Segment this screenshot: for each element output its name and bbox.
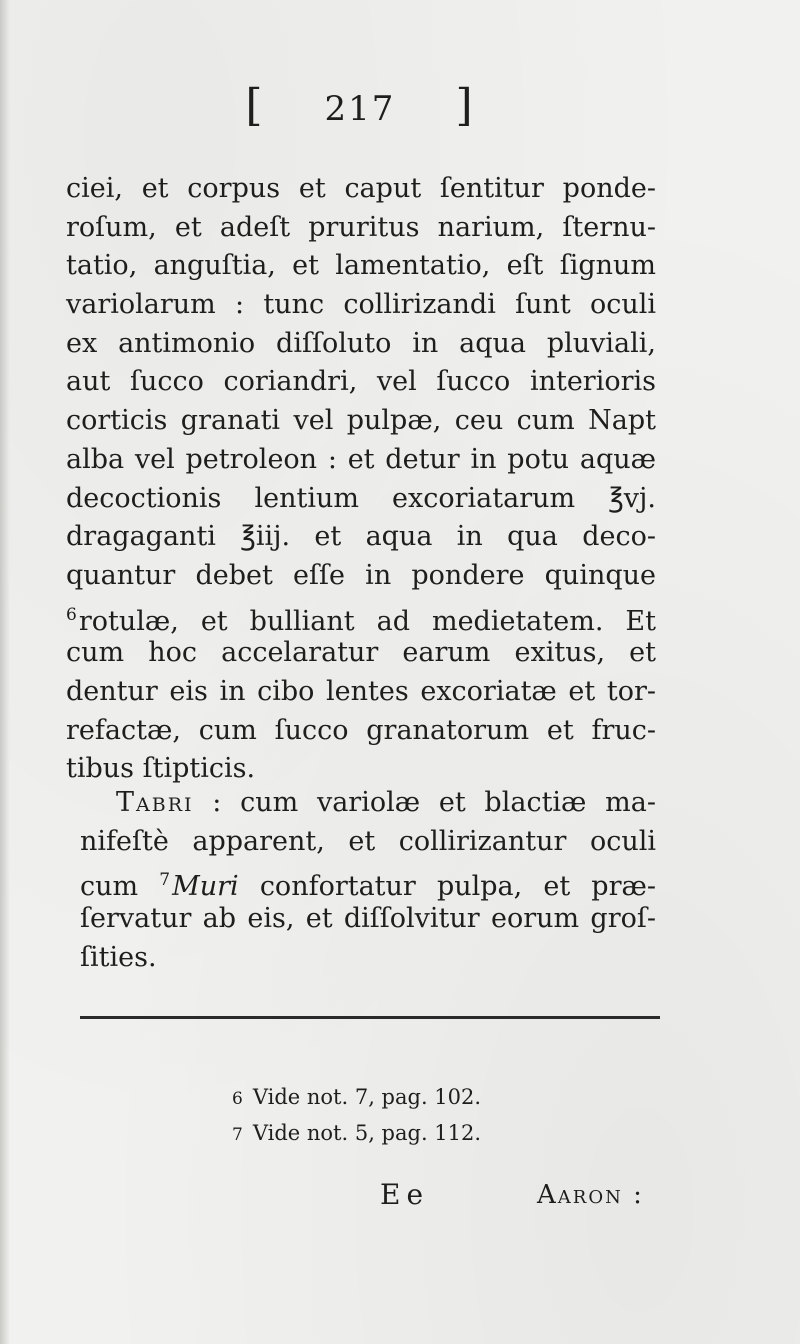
text-line: decoctionis lentium excoriatarum ℥vj. [66, 482, 656, 514]
signature-mark: Ee [380, 1178, 430, 1211]
text-line: dentur eis in cibo lentes excoriatæ et tor- [66, 675, 656, 707]
text-line-content: rotulæ, et bulliant ad medietatem. Et [78, 605, 656, 637]
footnote-number: 7 [232, 1125, 243, 1145]
text-line [80, 784, 656, 823]
author-name: Tabri [116, 787, 194, 818]
text-line-with-footnote-ref [66, 596, 656, 635]
text-line: ſities. [80, 941, 157, 973]
italic-term: Muri [172, 871, 239, 903]
footnote [232, 1080, 481, 1116]
footnote-text: Vide not. 7, pag. 102. [252, 1085, 482, 1109]
footnote-number: 6 [232, 1089, 243, 1109]
footnote-text: Vide not. 5, pag. 112. [252, 1121, 482, 1145]
main-paragraph [66, 170, 656, 789]
catchword: Aaron : [537, 1180, 644, 1210]
tabri-paragraph [80, 784, 656, 977]
page-header [0, 80, 720, 131]
text-line: tatio, anguſtia, et lamentatio, eſt ſignum [66, 250, 656, 282]
footnotes [232, 1080, 481, 1152]
text-line: corticis granati vel pulpæ, ceu cum Napt [66, 405, 656, 437]
text-line: roſum, et adeſt pruritus narium, ſternu- [66, 211, 656, 243]
text-line-content: : cum variolæ et blactiæ ma- [212, 787, 656, 818]
text-line: dragaganti ℥iij. et aqua in qua deco- [66, 521, 656, 553]
text-line: nifeſtè apparent, et collirizantur oculi [80, 825, 656, 857]
text-line: tibus ſtipticis. [66, 753, 256, 785]
text-line: ciei, et corpus et caput ſentitur ponde- [66, 173, 656, 204]
text-line: alba vel petroleon : et detur in potu aquæ [66, 443, 656, 475]
footnote-reference: 7 [159, 870, 171, 891]
text-line: ſervatur ab eis, et diſſolvitur eorum groſ- [80, 903, 656, 935]
text-line: cum $^7$Muri confortatur pulpa, et præ- [80, 870, 656, 903]
text-line: aut ſucco coriandri, vel ſucco interioris [66, 366, 656, 398]
footnote-reference: 6 [66, 604, 77, 625]
text-line: quantur debet eſſe in pondere quinque [66, 559, 656, 591]
footnote-divider [80, 1016, 660, 1019]
text-line: cum hoc accelaratur earum exitus, et [66, 637, 656, 669]
text-line: ex antimonio diſſoluto in aqua pluviali, [66, 327, 656, 359]
text-line: refactæ, cum ſucco granatorum et fruc- [66, 714, 656, 746]
bracket-open: [ [245, 80, 265, 131]
bracket-close: ] [455, 80, 475, 131]
page-gutter-shadow [0, 0, 10, 1344]
text-line: variolarum : tunc collirizandi ſunt oculi [66, 289, 656, 321]
page-number: 217 [324, 89, 396, 129]
footnote [232, 1116, 481, 1152]
